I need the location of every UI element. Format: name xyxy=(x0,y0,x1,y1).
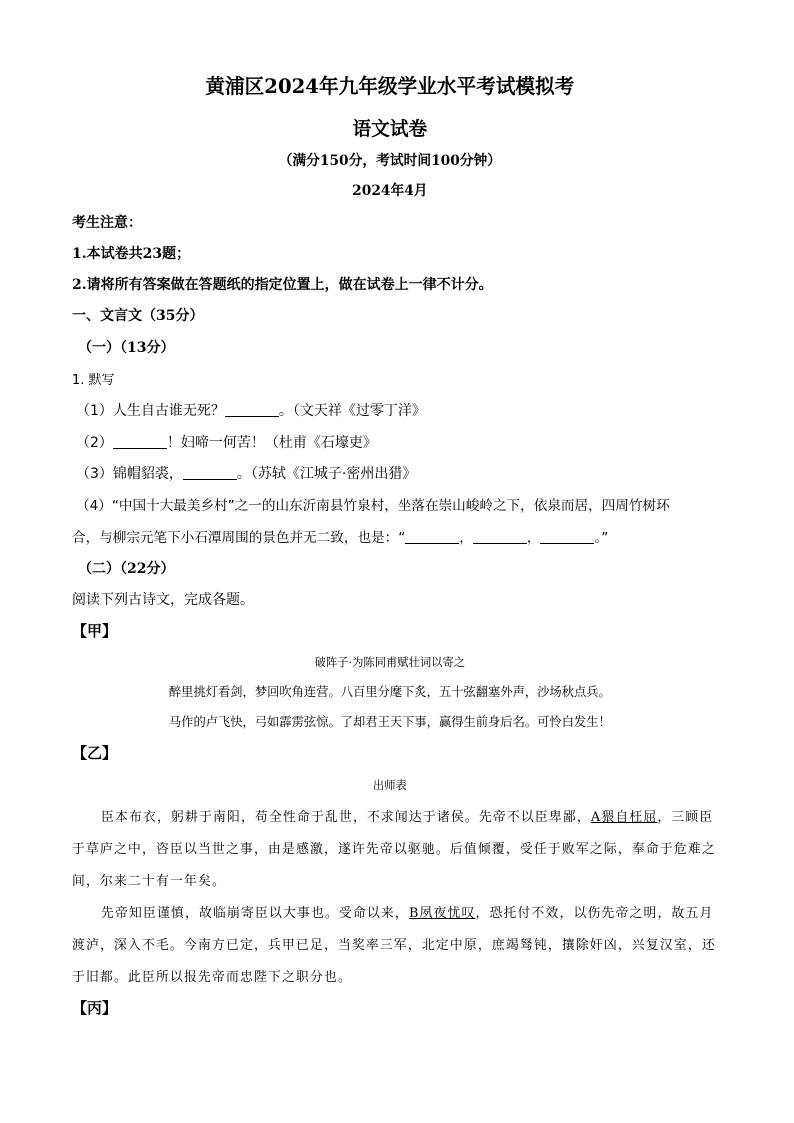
p2-line1-b: ，恐托付不效，以伤先帝之明，故五月 xyxy=(475,906,714,921)
answer-blank xyxy=(473,529,527,544)
passage-yi-p1-line3: 间，尔来二十有一年矣。 xyxy=(72,874,226,889)
part2-heading: （二）（22分） xyxy=(78,561,175,577)
q1-4-sep1: ， xyxy=(459,530,473,546)
answer-blank xyxy=(113,434,167,449)
question-1-4-line1: （4）“中国十大最美乡村”之一的山东沂南县竹泉村，坐落在崇山峻岭之下，依泉而居，四周竹树环 xyxy=(76,498,670,514)
answer-blank xyxy=(540,529,594,544)
question-1-4-line2 xyxy=(72,526,608,546)
q1-2-suffix: ！妇啼一何苦！（杜甫《石壕吏》 xyxy=(166,435,377,451)
underlined-phrase-b: B夙夜忧叹 xyxy=(408,906,476,921)
answer-blank xyxy=(225,402,279,417)
passage-bing-mark: 【丙】 xyxy=(72,999,118,1017)
q1-4-end: 。” xyxy=(594,530,609,546)
answer-blank xyxy=(183,465,237,480)
exam-title: 黄浦区2024年九年级学业水平考试模拟考 xyxy=(205,74,575,98)
q1-4-prefix: 合，与柳宗元笔下小石潭周围的景色并无二致，也是：“ xyxy=(72,530,406,546)
passage-yi-p2-line1 xyxy=(101,902,713,921)
p1-line1-a: 臣本布衣，躬耕于南阳，苟全性命于乱世，不求闻达于诸侯。先帝不以臣卑鄙， xyxy=(101,810,591,825)
p1-line1-b: ，三顾臣 xyxy=(657,810,714,825)
question-1-3 xyxy=(76,463,416,483)
q1-3-suffix: 。（苏轼《江城子·密州出猎》 xyxy=(236,466,417,482)
part2-instruction: 阅读下列古诗文，完成各题。 xyxy=(72,592,254,608)
q1-1-suffix: 。（文天祥《过零丁洋》 xyxy=(278,403,426,419)
passage-yi-p1-line1 xyxy=(101,806,713,825)
q1-2-prefix: （2） xyxy=(76,435,113,451)
part1-heading: （一）（13分） xyxy=(78,340,175,356)
exam-date: 2024年4月 xyxy=(352,183,428,199)
passage-yi-p2-line3: 于旧都。此臣所以报先帝而忠陛下之职分也。 xyxy=(72,970,352,985)
notice-item-1: 1.本试卷共23题； xyxy=(72,246,191,262)
passage-jia-mark: 【甲】 xyxy=(72,622,118,640)
notice-item-2: 2.请将所有答案做在答题纸的指定位置上，做在试卷上一律不计分。 xyxy=(72,277,493,293)
score-note: （满分150分，考试时间100分钟） xyxy=(278,153,502,169)
question-1-label: 1. 默写 xyxy=(72,373,115,388)
passage-jia-title: 破阵子·为陈同甫赋壮词以寄之 xyxy=(314,655,466,669)
question-1-2 xyxy=(76,432,377,452)
underlined-phrase-a: A猥自枉屈 xyxy=(590,810,658,825)
passage-yi-p2-line2: 渡泸，深入不毛。今南方已定，兵甲已足，当奖率三军，北定中原，庶竭驽钝，攘除奸凶，兴复汉室，还 xyxy=(72,938,716,953)
passage-yi-title: 出师表 xyxy=(372,778,407,792)
section1-heading: 一、文言文（35分） xyxy=(72,308,204,324)
answer-blank xyxy=(405,529,459,544)
passage-yi-mark: 【乙】 xyxy=(72,744,118,762)
passage-jia-line-2: 马作的卢飞快，弓如霹雳弦惊。了却君王天下事，赢得生前身后名。可怜白发生！ xyxy=(168,714,611,729)
q1-3-prefix: （3）锦帽貂裘， xyxy=(76,466,183,482)
passage-yi-p1-line2: 于草庐之中，咨臣以当世之事，由是感激，遂许先帝以驱驰。后值倾覆，受任于败军之际，奉命于危难之 xyxy=(72,842,716,857)
passage-jia-line-1: 醉里挑灯看剑，梦回吹角连营。八百里分麾下炙，五十弦翻塞外声，沙场秋点兵。 xyxy=(168,684,611,699)
q1-1-prefix: （1）人生自古谁无死？ xyxy=(76,403,225,419)
p2-line1-a: 先帝知臣谨慎，故临崩寄臣以大事也。受命以来， xyxy=(101,906,409,921)
q1-4-sep2: ， xyxy=(526,530,541,546)
notice-heading: 考生注意： xyxy=(72,215,142,231)
exam-subtitle: 语文试卷 xyxy=(352,118,428,140)
question-1-1 xyxy=(76,400,426,420)
